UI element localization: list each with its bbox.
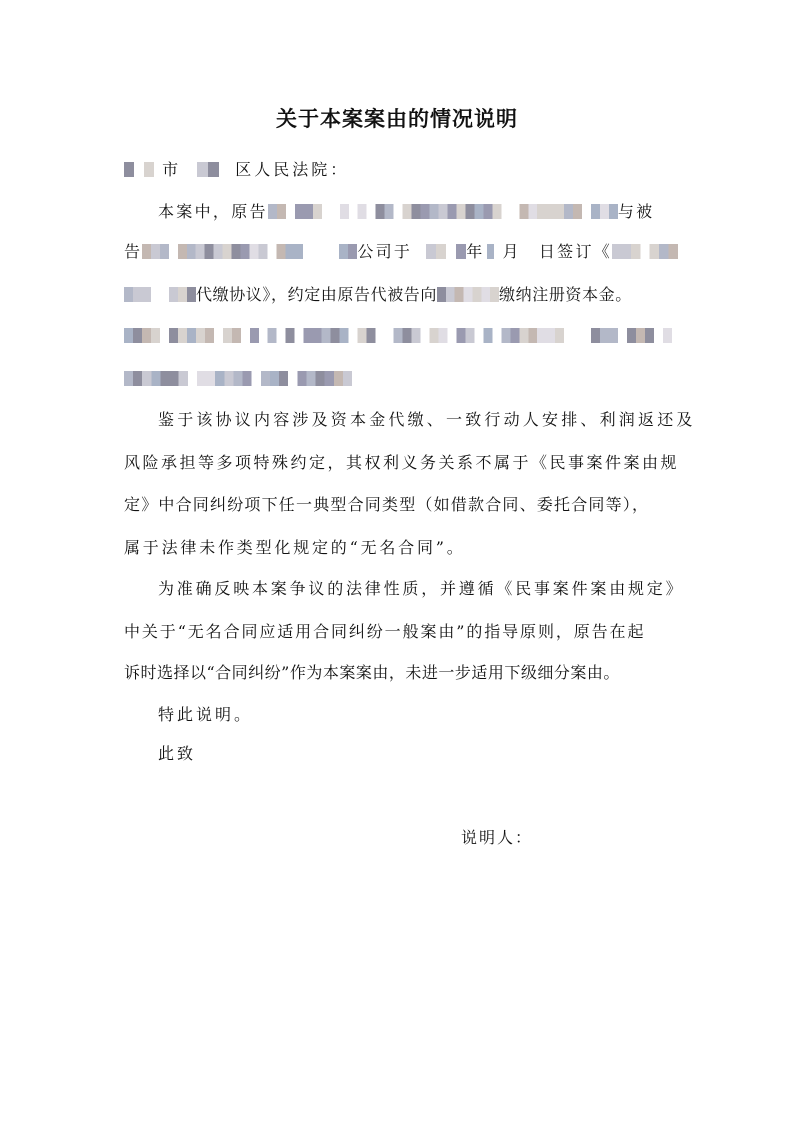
para1-text: 公司于 <box>357 242 413 261</box>
redacted-agreement-name <box>612 244 678 259</box>
redacted-year <box>426 244 466 259</box>
redacted-text-line <box>124 328 672 343</box>
para1-text: 缴纳注册资本金。 <box>499 285 632 304</box>
redacted-text-line <box>124 371 352 386</box>
para3-line1: 为准确反映本案争议的法律性质，并遵循《民事案件案由规定》 <box>158 579 685 598</box>
closing-regards: 此致 <box>158 744 197 763</box>
para1-text: 月 <box>502 242 521 261</box>
para1-text: 本案中，原告 <box>158 202 268 221</box>
redacted-month <box>487 244 501 259</box>
para1-line4 <box>124 324 672 348</box>
para2-line2: 风险承担等多项特殊约定，其权利义务关系不属于《民事案件案由规 <box>124 453 680 472</box>
para2-line1: 鉴于该协议内容涉及资本金代缴、一致行动人安排、利润返还及 <box>158 410 696 429</box>
document-title: 关于本案案由的情况说明 <box>276 106 518 131</box>
salutation <box>124 158 349 182</box>
redacted-district <box>197 162 219 177</box>
salutation-court: 区人民法院： <box>235 160 350 179</box>
para1-line2 <box>124 240 678 264</box>
para1-text: 日签订《 <box>538 242 613 261</box>
redacted-registered-company <box>437 287 499 302</box>
redacted-day <box>523 244 537 259</box>
redacted-agreement-name-cont <box>124 287 196 302</box>
para2-line3: 定》中合同纠纷项下任一典型合同类型（如借款合同、委托合同等）， <box>124 495 650 514</box>
para1-line1 <box>158 200 654 224</box>
redacted-city <box>124 162 154 177</box>
para1-text: 年 <box>466 242 485 261</box>
redacted-defendant <box>142 244 357 259</box>
para1-text: 告 <box>124 242 143 261</box>
para1-line5 <box>124 367 352 391</box>
signature-label: 说明人： <box>461 828 534 847</box>
closing-special: 特此说明。 <box>158 705 254 724</box>
salutation-city: 市 <box>162 160 182 179</box>
para3-line2: 中关于“无名合同应适用合同纠纷一般案由”的指导原则，原告在起 <box>124 622 646 641</box>
para1-text: 代缴协议》，约定由原告代被告向 <box>196 285 438 304</box>
para2-line4: 属于法律未作类型化规定的“无名合同”。 <box>124 538 466 557</box>
para1-line3 <box>124 283 632 307</box>
para1-text: 与被 <box>617 202 655 221</box>
para3-line3: 诉时选择以“合同纠纷”作为本案案由，未进一步适用下级细分案由。 <box>124 663 620 682</box>
redacted-plaintiff <box>268 204 618 219</box>
